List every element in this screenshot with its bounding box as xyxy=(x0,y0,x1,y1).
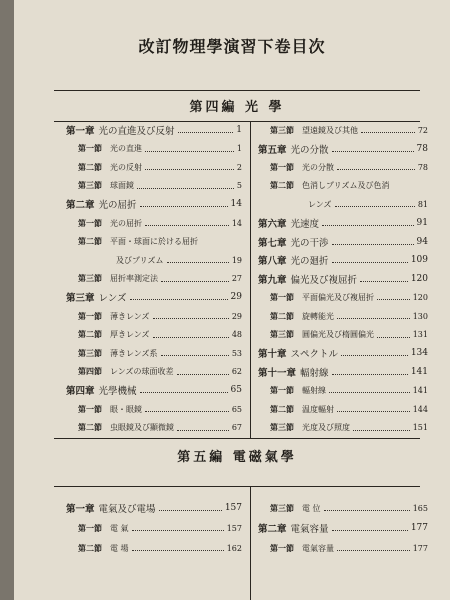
toc-entry-title: レンズ xyxy=(308,199,332,209)
toc-leader-dots xyxy=(337,410,410,412)
toc-entry-label: 第三章 xyxy=(66,293,95,305)
toc-entry-label: 第六章 xyxy=(258,219,287,230)
toc-page-number: 91 xyxy=(416,218,428,228)
toc-entry-title: 光度及び照度 xyxy=(302,423,350,433)
toc-chapter-row xyxy=(66,196,242,212)
toc-page-number: 19 xyxy=(231,255,242,265)
toc-entry-title: レンズ xyxy=(98,293,127,305)
toc-entry-title: 温度輻射 xyxy=(302,404,334,414)
toc-page-number: 120 xyxy=(412,292,428,302)
toc-section-row xyxy=(66,401,242,417)
toc-entry-label: 第二章 xyxy=(66,200,95,212)
toc-entry-title: 電氣容量 xyxy=(290,524,329,535)
toc-page-number: 53 xyxy=(231,348,242,358)
toc-entry-title: 光速度 xyxy=(290,219,320,230)
toc-leader-dots xyxy=(178,131,234,133)
toc-section-row xyxy=(66,540,242,556)
toc-page-number: 131 xyxy=(412,330,428,340)
toc-entry-title: 電 場 xyxy=(110,543,129,553)
toc-entry-label: 第二節 xyxy=(78,236,102,247)
toc-page-number: 27 xyxy=(231,274,242,284)
toc-leader-dots xyxy=(137,187,234,189)
toc-page-number: 141 xyxy=(412,385,428,395)
toc-page-number: 48 xyxy=(231,330,242,340)
toc-chapter-row xyxy=(258,271,428,287)
toc-section-row xyxy=(258,500,428,516)
toc-entry-title: 光の分散 xyxy=(302,162,334,172)
toc-page-number: 141 xyxy=(410,366,428,377)
toc-leader-dots xyxy=(140,391,228,393)
toc-leader-dots xyxy=(132,549,224,551)
toc-section-row xyxy=(66,271,242,287)
toc-leader-dots xyxy=(332,261,408,263)
toc-entry-title: 旋轉能光 xyxy=(302,311,334,321)
toc-page-number: 78 xyxy=(417,162,428,172)
toc-entry-label: 第一節 xyxy=(78,403,102,414)
toc-entry-label: 第一節 xyxy=(78,310,102,321)
part5-column-divider xyxy=(250,486,251,600)
toc-leader-dots xyxy=(145,410,229,412)
toc-entry-label: 第二節 xyxy=(270,180,294,191)
toc-entry-label: 第二節 xyxy=(270,310,294,321)
book-gutter xyxy=(0,0,14,600)
toc-leader-dots xyxy=(332,373,408,375)
toc-entry-title: 輻射線 xyxy=(300,367,329,379)
toc-entry-label: 第三節 xyxy=(270,422,294,433)
toc-entry-label: 第九章 xyxy=(258,274,287,286)
page-title: 改訂物理學演習下卷目次 xyxy=(138,37,326,56)
toc-entry-label: 第三節 xyxy=(270,124,294,135)
toc-page-number: 62 xyxy=(231,367,242,377)
toc-page-number: 157 xyxy=(226,523,242,533)
toc-leader-dots xyxy=(335,205,415,207)
toc-entry-label: 第二節 xyxy=(270,403,294,414)
toc-leader-dots xyxy=(161,354,229,356)
toc-entry-title: 光の分散 xyxy=(290,144,329,156)
part5-bottom-rule xyxy=(54,486,420,487)
toc-entry-label: 第二節 xyxy=(78,329,102,340)
toc-leader-dots xyxy=(153,317,229,319)
toc-entry-title: 光の直進 xyxy=(110,144,142,154)
toc-leader-dots xyxy=(322,224,414,226)
toc-section-row xyxy=(66,308,242,324)
toc-entry-label: 第二節 xyxy=(78,422,102,433)
toc-leader-dots xyxy=(132,529,224,531)
toc-page-number: 151 xyxy=(412,423,428,433)
toc-entry-label: 第一章 xyxy=(66,126,95,137)
toc-page-number: 78 xyxy=(416,143,428,154)
toc-entry-title: 平面・球面に於ける屈折 xyxy=(110,237,198,247)
toc-entry-title: 望遠鏡及び其他 xyxy=(302,125,358,135)
toc-entry-title: 電氣容量 xyxy=(302,543,334,553)
toc-chapter-row xyxy=(258,520,428,536)
toc-leader-dots xyxy=(140,205,228,207)
toc-page-number: 29 xyxy=(230,292,242,303)
toc-leader-dots xyxy=(153,336,229,338)
toc-section-row xyxy=(66,159,242,175)
toc-entry-label: 第十一章 xyxy=(258,367,297,379)
toc-entry-title: 光學機械 xyxy=(98,386,137,398)
toc-entry-title: 球面鏡 xyxy=(110,181,134,191)
toc-chapter-row xyxy=(258,345,428,361)
toc-leader-dots xyxy=(332,150,414,152)
toc-page-number: 65 xyxy=(230,385,242,396)
part4-column-divider xyxy=(250,121,251,439)
toc-entry-label: 第三節 xyxy=(78,347,102,358)
toc-page-number: 157 xyxy=(224,503,242,513)
toc-entry-label: 第三節 xyxy=(270,502,294,513)
toc-page-number: 1 xyxy=(236,125,242,135)
toc-section-row xyxy=(66,345,242,361)
toc-entry-title: 光の廻折 xyxy=(290,256,329,268)
toc-entry-title: 偏光及び複屈折 xyxy=(290,274,358,286)
toc-leader-dots xyxy=(377,336,410,338)
toc-entry-label: 第一節 xyxy=(270,291,294,302)
toc-section-row xyxy=(258,178,428,194)
toc-entry-title: 厚きレンズ xyxy=(110,330,150,340)
toc-page-number: 177 xyxy=(412,543,428,553)
toc-section-row xyxy=(258,159,428,175)
toc-page-number: 14 xyxy=(230,199,242,210)
toc-entry-label: 第一節 xyxy=(270,384,294,395)
toc-section-row xyxy=(66,420,242,436)
toc-page-number: 94 xyxy=(416,236,428,247)
toc-page-number: 1 xyxy=(236,144,242,154)
toc-page-number: 65 xyxy=(231,404,242,414)
toc-leader-dots xyxy=(361,131,415,133)
toc-section-row xyxy=(258,289,428,305)
toc-leader-dots xyxy=(161,280,229,282)
toc-page-number: 134 xyxy=(410,348,428,359)
toc-entry-title: 虫眼鏡及び顯微鏡 xyxy=(110,423,174,433)
toc-page xyxy=(14,0,450,600)
toc-entry-title: 光の屈折 xyxy=(98,200,137,212)
toc-chapter-row xyxy=(258,141,428,157)
toc-entry-label: 第一節 xyxy=(270,542,294,553)
part5-top-rule xyxy=(54,438,420,439)
toc-section-row xyxy=(258,382,428,398)
toc-entry-label: 第三節 xyxy=(78,273,102,284)
toc-chapter-row xyxy=(258,364,428,380)
toc-section-row xyxy=(258,196,428,212)
toc-leader-dots xyxy=(337,168,415,170)
toc-chapter-row xyxy=(258,215,428,231)
toc-entry-title: 屈折率測定法 xyxy=(110,274,158,284)
toc-leader-dots xyxy=(177,373,229,375)
toc-chapter-row xyxy=(66,289,242,305)
toc-entry-title: 光の直進及び反射 xyxy=(98,126,175,137)
toc-leader-dots xyxy=(332,243,414,245)
toc-entry-label: 第二章 xyxy=(258,524,287,535)
toc-leader-dots xyxy=(332,529,408,531)
toc-leader-dots xyxy=(324,509,410,511)
part4-heading: 第四編 光 學 xyxy=(189,100,285,115)
toc-section-row xyxy=(66,141,242,157)
toc-entry-title: 光の干渉 xyxy=(290,237,329,249)
toc-entry-label: 第二節 xyxy=(78,542,102,553)
toc-section-row xyxy=(66,252,242,268)
toc-leader-dots xyxy=(353,429,410,431)
toc-page-number: 144 xyxy=(412,404,428,414)
toc-entry-title: 電 位 xyxy=(302,503,321,513)
toc-entry-label: 第一節 xyxy=(78,143,102,154)
toc-entry-title: 圓偏光及び楕圓偏光 xyxy=(302,330,374,340)
toc-page-number: 109 xyxy=(410,255,428,266)
toc-leader-dots xyxy=(130,298,228,300)
toc-entry-title: 薄きレンズ xyxy=(110,311,150,321)
toc-entry-title: 薄きレンズ系 xyxy=(110,348,158,358)
toc-page-number: 120 xyxy=(410,273,428,284)
toc-page-number: 2 xyxy=(236,162,242,172)
toc-entry-title: 電氣及び電場 xyxy=(98,504,156,515)
toc-entry-title: 光の屈折 xyxy=(110,218,142,228)
toc-entry-label: 第一章 xyxy=(66,504,95,515)
toc-page-number: 67 xyxy=(231,423,242,433)
toc-entry-title: 色消しプリズム及び色消 xyxy=(302,181,390,191)
toc-leader-dots xyxy=(360,280,408,282)
toc-chapter-row xyxy=(66,122,242,138)
toc-page-number: 165 xyxy=(412,503,428,513)
toc-entry-label: 第七章 xyxy=(258,237,287,249)
toc-page-number: 14 xyxy=(231,218,242,228)
toc-page-number: 162 xyxy=(226,543,242,553)
toc-chapter-row xyxy=(66,382,242,398)
toc-entry-label: 第三節 xyxy=(270,329,294,340)
toc-leader-dots xyxy=(177,429,229,431)
part4-top-rule xyxy=(54,90,420,91)
toc-leader-dots xyxy=(337,549,410,551)
toc-section-row xyxy=(258,122,428,138)
toc-entry-label: 第十章 xyxy=(258,349,287,361)
toc-chapter-row xyxy=(66,500,242,516)
toc-entry-title: 光の反射 xyxy=(110,162,142,172)
part5-heading: 第五編 電磁氣學 xyxy=(177,450,297,465)
toc-entry-label: 第五章 xyxy=(258,144,287,156)
toc-page-number: 130 xyxy=(412,311,428,321)
toc-section-row xyxy=(258,327,428,343)
toc-entry-label: 第三節 xyxy=(78,180,102,191)
toc-entry-label: 第四章 xyxy=(66,386,95,398)
toc-leader-dots xyxy=(337,317,410,319)
toc-section-row xyxy=(66,178,242,194)
toc-section-row xyxy=(66,234,242,250)
toc-leader-dots xyxy=(159,509,222,511)
toc-entry-title: 眼・眼鏡 xyxy=(110,404,142,414)
toc-entry-title: 平面偏光及び複屈折 xyxy=(302,292,374,302)
toc-section-row xyxy=(258,401,428,417)
toc-leader-dots xyxy=(145,224,229,226)
toc-section-row xyxy=(258,540,428,556)
toc-section-row xyxy=(66,327,242,343)
toc-leader-dots xyxy=(167,261,229,263)
toc-section-row xyxy=(66,364,242,380)
toc-leader-dots xyxy=(145,150,234,152)
toc-entry-title: 輻射線 xyxy=(302,385,326,395)
toc-entry-title: 電 氣 xyxy=(110,523,129,533)
toc-entry-title: スペクトル xyxy=(290,349,339,361)
toc-leader-dots xyxy=(377,298,410,300)
toc-page-number: 72 xyxy=(417,125,428,135)
toc-section-row xyxy=(66,215,242,231)
toc-entry-label: 第八章 xyxy=(258,256,287,268)
toc-page-number: 177 xyxy=(410,523,428,533)
toc-leader-dots xyxy=(145,168,234,170)
toc-entry-label: 第二節 xyxy=(78,161,102,172)
toc-section-row xyxy=(258,308,428,324)
toc-leader-dots xyxy=(341,354,408,356)
toc-section-row xyxy=(66,520,242,536)
toc-page-number: 81 xyxy=(417,199,428,209)
toc-entry-title: 及びプリズム xyxy=(116,255,164,265)
toc-page-number: 5 xyxy=(236,181,242,191)
toc-entry-label: 第四節 xyxy=(78,366,102,377)
toc-entry-title: レンズの球面收差 xyxy=(110,367,174,377)
toc-page-number: 29 xyxy=(231,311,242,321)
toc-entry-label: 第一節 xyxy=(78,217,102,228)
toc-chapter-row xyxy=(258,252,428,268)
toc-chapter-row xyxy=(258,234,428,250)
toc-entry-label: 第一節 xyxy=(78,522,102,533)
toc-leader-dots xyxy=(329,391,410,393)
toc-entry-label: 第一節 xyxy=(270,161,294,172)
toc-section-row xyxy=(258,420,428,436)
